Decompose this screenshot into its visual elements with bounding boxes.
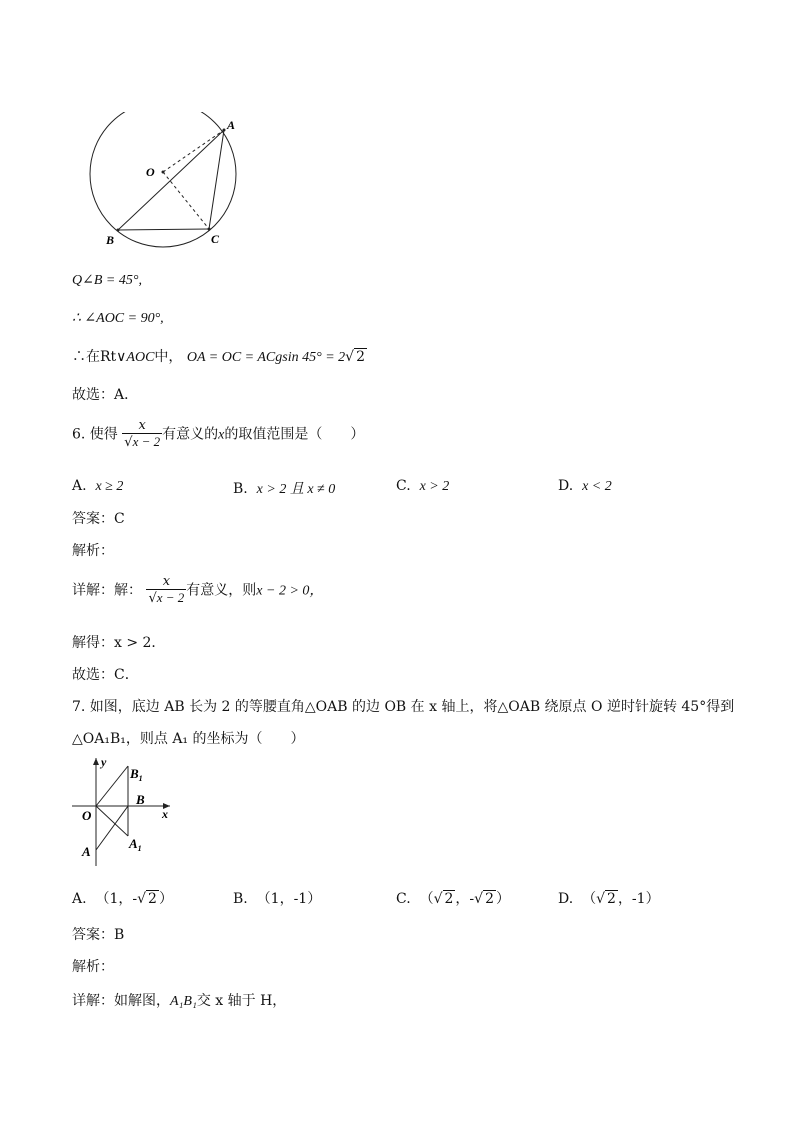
label-B1: $B_1$ xyxy=(130,766,143,783)
q6-option-b[interactable]: B. x > 2 且 x ≠ 0 xyxy=(233,481,336,497)
q6-option-d[interactable]: D. x < 2 xyxy=(558,478,612,494)
segment-BC xyxy=(118,229,209,230)
q6-question: 6. 使得 $\frac{x}{√x - 2}$ 有意义的x的取值范围是（ ） xyxy=(72,418,365,450)
label-B: B xyxy=(136,792,145,807)
rotation-figure xyxy=(66,754,182,872)
q6-choose: 故选：C． xyxy=(72,667,139,683)
q5-line1: Q∠B = 45°, xyxy=(72,273,142,288)
q6-detail: 详解：解： $\frac{x}{√x - 2}$ 有意义，则x − 2 > 0， xyxy=(72,574,324,606)
q5-choose: 故选：A． xyxy=(72,387,139,403)
segment-OA1 xyxy=(96,806,128,836)
q7-option-d[interactable]: D. （√ 2 ，-1） xyxy=(558,891,660,907)
q6-option-a[interactable]: A. x ≥ 2 xyxy=(72,478,124,494)
segment-AB xyxy=(96,806,128,850)
circumcircle xyxy=(90,112,236,247)
q7-line2: △OA₁B₁，则点 A₁ 的坐标为（ ） xyxy=(72,731,305,747)
label-O: O xyxy=(146,165,155,179)
q7-option-b[interactable]: B. （1，-1） xyxy=(233,891,322,907)
q7-analysis: 解析： xyxy=(72,959,114,975)
q7-line1: 7. 如图，底边 AB 长为 2 的等腰直角△OAB 的边 OB 在 x 轴上，将△OAB 绕原点 O 逆时针旋转 45°得到 xyxy=(72,699,735,715)
q7-answer: 答案：B xyxy=(72,927,125,943)
segment-OB1 xyxy=(96,766,128,806)
label-B: B xyxy=(106,233,115,247)
label-A: A xyxy=(227,118,236,132)
label-C: C xyxy=(211,232,220,246)
label-y: y xyxy=(101,755,107,769)
q5-line3: ∴在Rt∨AOC中， OA = OC = ACgsin 45° = 2√ 2 xyxy=(72,349,365,365)
q6-fraction: $\frac{x}{√x - 2}$ xyxy=(124,418,161,450)
label-O: O xyxy=(82,808,92,823)
q7-option-a[interactable]: A. （1，-√ 2 ） xyxy=(72,891,173,907)
q6-option-c[interactable]: C. x > 2 xyxy=(396,478,450,494)
segment-AC xyxy=(209,130,224,229)
segment-AB xyxy=(118,130,224,230)
label-x: x xyxy=(162,807,168,821)
dashed-OA xyxy=(163,130,224,172)
q5-line2: ∴ ∠AOC = 90°, xyxy=(72,311,164,326)
circle-figure xyxy=(80,112,260,252)
q6-analysis: 解析： xyxy=(72,543,114,559)
label-A: A xyxy=(82,844,91,859)
label-A1: $A_1$ xyxy=(129,836,142,853)
q6-solve: 解得：x > 2． xyxy=(72,635,166,651)
q7-detail: 详解：如解图，A₁B₁交 x 轴于 H， xyxy=(72,993,287,1009)
q6-answer: 答案：C xyxy=(72,511,125,527)
q7-option-c[interactable]: C. （√ 2 ，-√ 2 ） xyxy=(396,891,510,907)
